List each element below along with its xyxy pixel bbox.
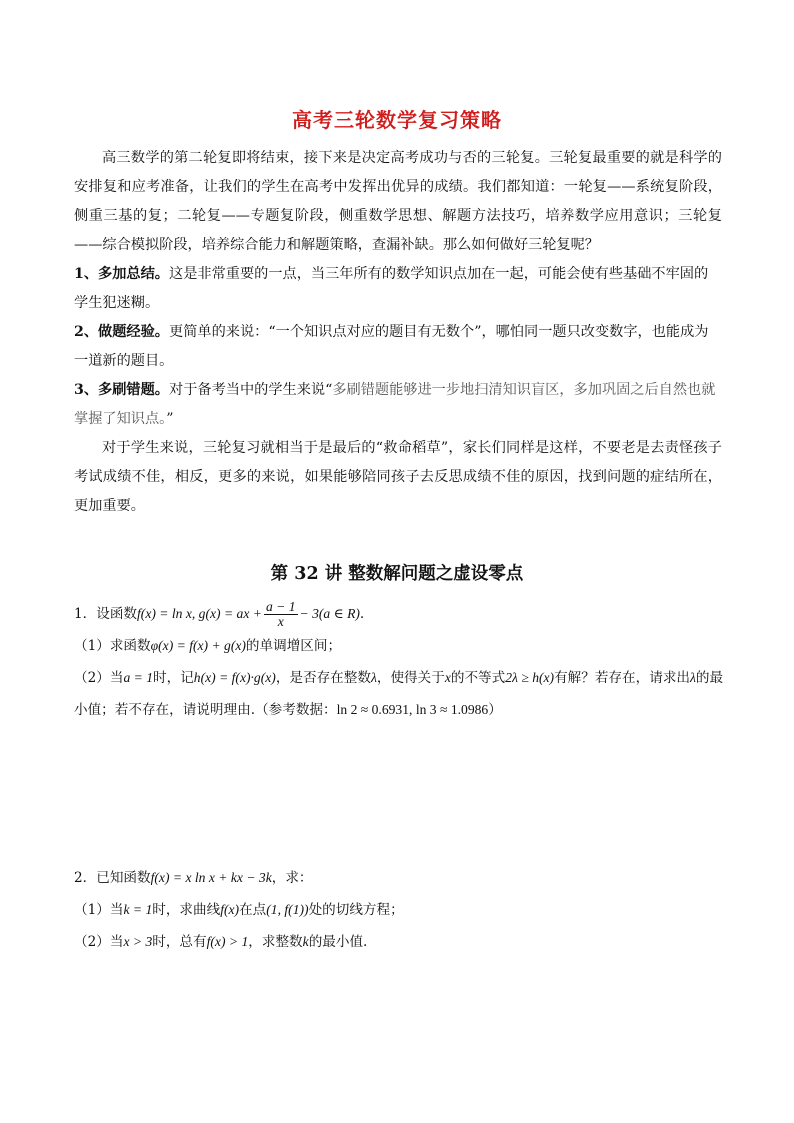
tip-body: 这是非常重要的一点，当三年所有的数学知识点加在一起，可能会使有些基础不牢固的学生犯迷糊。 xyxy=(74,266,709,311)
problem-1 xyxy=(74,598,724,726)
problem-2-part-1: （1）当k = 1时，求曲线f(x)在点(1, f(1))处的切线方程； xyxy=(74,902,404,918)
problem-1-part-2: （2）当a = 1时，记h(x) = f(x)·g(x)，是否存在整数λ，使得关于x的不等式2λ ≥ h(x)有解？若存在，请求出λ的最小值；若不存在，请说明理由.（参考数据：ln 2 ≈ 0.6931, ln 3 ≈ 1.0986） xyxy=(74,670,724,718)
tip-item-3 xyxy=(74,376,722,434)
tip-heading: 1、多加总结。 xyxy=(74,266,169,282)
problem-2-part-2: （2）当x > 3时，总有f(x) > 1，求整数k的最小值. xyxy=(74,934,368,950)
math-expression: f(x) = x ln x + kx − 3k xyxy=(150,870,272,885)
tip-quote: 多刷错题能够进一步地扫清知识盲区，多加巩固之后自然也就掌握了知识点。 xyxy=(74,382,716,427)
problem-1-part-1: （1）求函数φ(x) = f(x) + g(x)的单调增区间； xyxy=(74,638,342,654)
tip-body: 对于备考当中的学生来说“ xyxy=(169,382,333,398)
problem-1-stem: 1．设函数f(x) = ln x, g(x) = ax + $\frac{a - 1}{x}$ − 3(a ∈ R). xyxy=(74,599,365,629)
problem-2 xyxy=(74,862,724,958)
reference-data: ln 2 ≈ 0.6931, ln 3 ≈ 1.0986 xyxy=(336,702,489,717)
tip-heading: 3、多刷错题。 xyxy=(74,382,169,398)
math-expression: − 3(a ∈ R) xyxy=(299,606,360,621)
lecture-title: 第 32 讲 整数解问题之虚设零点 xyxy=(270,564,524,584)
tip-item-2 xyxy=(74,318,722,376)
tip-body: 更简单的来说：“一个知识点对应的题目有无数个”，哪怕同一题只改变数字，也能成为一道新的题目。 xyxy=(74,324,709,369)
tip-body-end: ” xyxy=(166,411,174,427)
math-expression: φ(x) = f(x) + g(x) xyxy=(150,638,246,653)
tip-heading: 2、做题经验。 xyxy=(74,324,169,340)
intro-section xyxy=(74,144,722,521)
tip-item-1 xyxy=(74,260,722,318)
fraction: $\frac{a - 1}{x}$ xyxy=(265,599,296,629)
closing-paragraph: 对于学生来说，三轮复习就相当于是最后的“救命稻草”，家长们同样是这样，不要老是去责怪孩子考试成绩不佳，相反，更多的来说，如果能够陪同孩子去反思成绩不佳的原因，找到问题的症结所在，更加重要。 xyxy=(74,440,722,514)
math-expression: f(x) = ln x, g(x) = ax + xyxy=(137,606,262,621)
problem-2-stem: 2．已知函数f(x) = x ln x + kx − 3k，求： xyxy=(74,870,313,886)
intro-paragraph: 高三数学的第二轮复即将结束，接下来是决定高考成功与否的三轮复。三轮复最重要的就是科学的安排复和应考准备，让我们的学生在高考中发挥出优异的成绩。我们都知道：一轮复——系统复阶段，侧重三基的复；二轮复——专题复阶段，侧重数学思想、解题方法技巧，培养数学应用意识；三轮复——综合模拟阶段，培养综合能力和解题策略，查漏补缺。那么如何做好三轮复呢？ xyxy=(74,150,722,253)
page-title: 高考三轮数学复习策略 xyxy=(292,108,502,132)
